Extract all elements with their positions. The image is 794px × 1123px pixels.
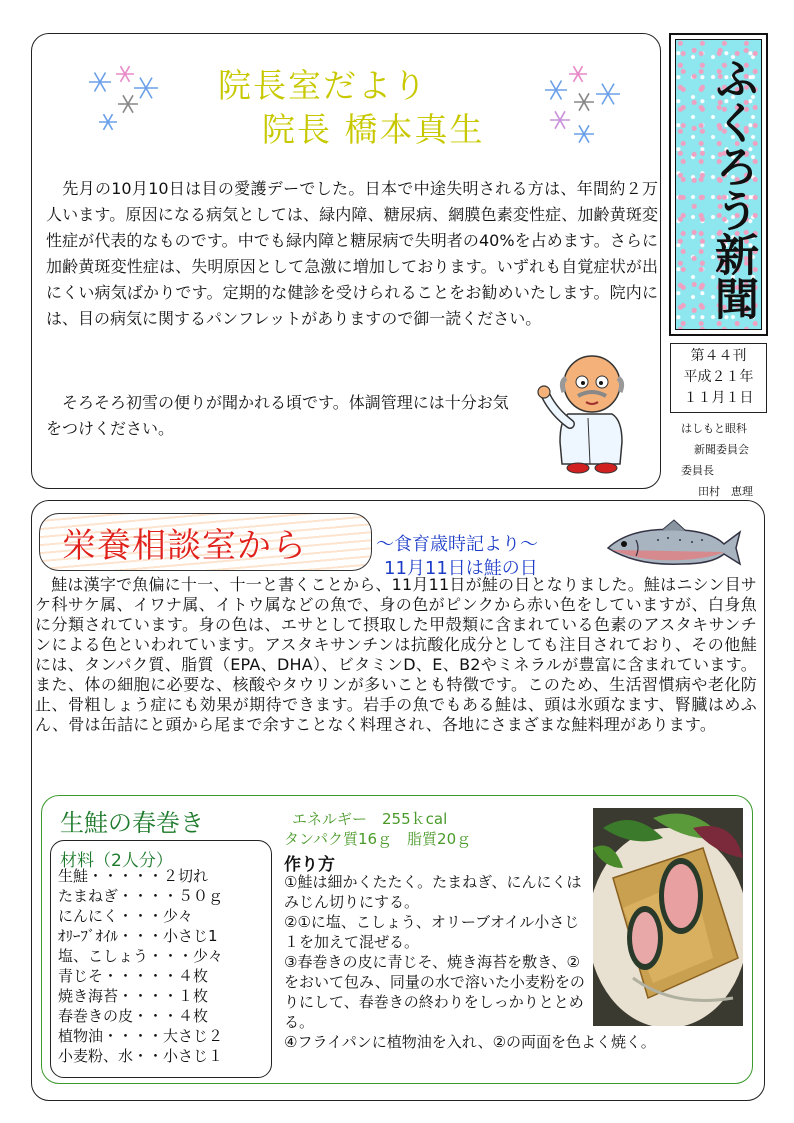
credit-clinic: はしもと眼科 [681,422,747,435]
newspaper-title: ふくろう新聞 [707,56,758,320]
ingredient-item: たまねぎ・・・・５０ｇ [58,887,224,905]
issue-info-box [670,343,767,413]
method-step: ④フライパンに植物油を入れ、②の両面を色よく焼く。 [284,1033,656,1051]
method-step: ③春巻きの皮に青じそ、焼き海苔を敷き、②をおいて包み、同量の水で溶いた小麦粉をのりにして、春巻きの終わりをしっかりととめる。 [284,953,585,1031]
ingredient-item: 塩、こしょう・・・少々 [58,947,224,965]
ingredient-item: 春巻きの皮・・・４枚 [58,1007,209,1025]
column-paragraph-1: 先月の10月10日は目の愛護デーでした。日本で中途失明される方は、年間約２万人います。原因になる病気としては、緑内障、糖尿病、網膜色素変性症、加齢黄斑変性症が代表的なものです。中でも緑内障と糖尿病で失明者の40%を占めます。さらに加齢黄斑変性症は、失明原因として急激に増加しております。いずれも自覚症状が出にくい病気ばかりです。定期的な健診を受けられることをお勧めいたします。院内には、目の病気に関するパンフレットがありますので御一読ください。 [46,179,658,328]
credit-committee: 新聞委員会 [694,443,749,456]
column-title: 院長室だより [218,66,428,105]
ingredient-item: にんにく・・・少々 [58,907,194,925]
method-steps [284,872,594,1032]
salmon-illustration [602,518,742,574]
snowflake-icon [538,62,628,147]
recipe-energy: エネルギー 255ｋcal [292,810,448,828]
newspaper-masthead [669,33,768,336]
ingredient-item: ｵﾘｰﾌﾞｵｲﾙ・・・小さじ1 [58,927,218,945]
nutrition-title: 栄養相談室から [62,526,307,566]
ingredient-item: 小麦粉、水・・小さじ１ [58,1047,224,1065]
column-author: 院長 橋本真生 [262,110,485,149]
issue-date: １１月１日 [683,390,754,406]
doctor-illustration [530,342,640,477]
credit-name: 田村 恵理 [698,485,753,498]
method-step: ②①に塩、こしょう、オリーブオイル小さじ１を加えて混ぜる。 [284,913,580,951]
issue-era: 平成２１年 [683,369,754,385]
ingredients-title: 材料（2人分） [60,851,173,871]
ingredient-item: 焼き海苔・・・・１枚 [58,987,209,1005]
column-paragraph-2: そろそろ初雪の便りが聞かれる頃です。体調管理には十分お気をつけください。 [46,393,509,438]
recipe-title: 生鮭の春巻き [60,809,204,837]
salmon-day-heading: 11月11日は鮭の日 [384,558,538,579]
ingredient-item: 生鮭・・・・・２切れ [58,867,209,885]
issue-number: 第４４刊 [690,348,747,364]
credit-role: 委員長 [681,464,714,477]
nutrition-subtitle: ～食育歳時記より～ [376,534,538,555]
ingredient-item: 青じそ・・・・・４枚 [58,967,209,985]
ingredient-item: 植物油・・・・大さじ２ [58,1027,224,1045]
snowflake-icon [80,62,170,142]
recipe-protein-fat: タンパク質16ｇ 脂質20ｇ [284,830,472,848]
method-step: ①鮭は細かくたたく。たまねぎ、にんにくはみじん切りにする。 [284,873,582,911]
method-title: 作り方 [284,855,335,875]
ingredients-list [58,866,223,1066]
spring-roll-photo [593,808,743,1026]
salmon-day-article: 鮭は漢字で魚偏に十一、十一と書くことから、11月11日が鮭の日となりました。鮭はニシン目サケ科サケ属、イワナ属、イトウ属などの魚で、身の色がピンクから赤い色をしていますが、白身魚に分類されています。身の色は、エサとして摂取した甲殻類に含まれている色素のアスタキサンチンによる色といわれています。アスタキサンチンは抗酸化成分としても注目されており、その他鮭には、タンパク質、脂質（EPA、DHA）、ビタミンD、E、B2やミネラルが豊富に含まれています。また、体の細胞に必要な、核酸やタウリンが多いことも特徴です。このため、生活習慣病や老化防止、骨粗しょう症にも効果が期待できます。岩手の魚でもある鮭は、頭は氷頭なます、腎臓はめふん、骨は缶詰にと頭から尾まで余すことなく料理され、各地にさまざまな鮭料理があります。 [35,575,757,734]
